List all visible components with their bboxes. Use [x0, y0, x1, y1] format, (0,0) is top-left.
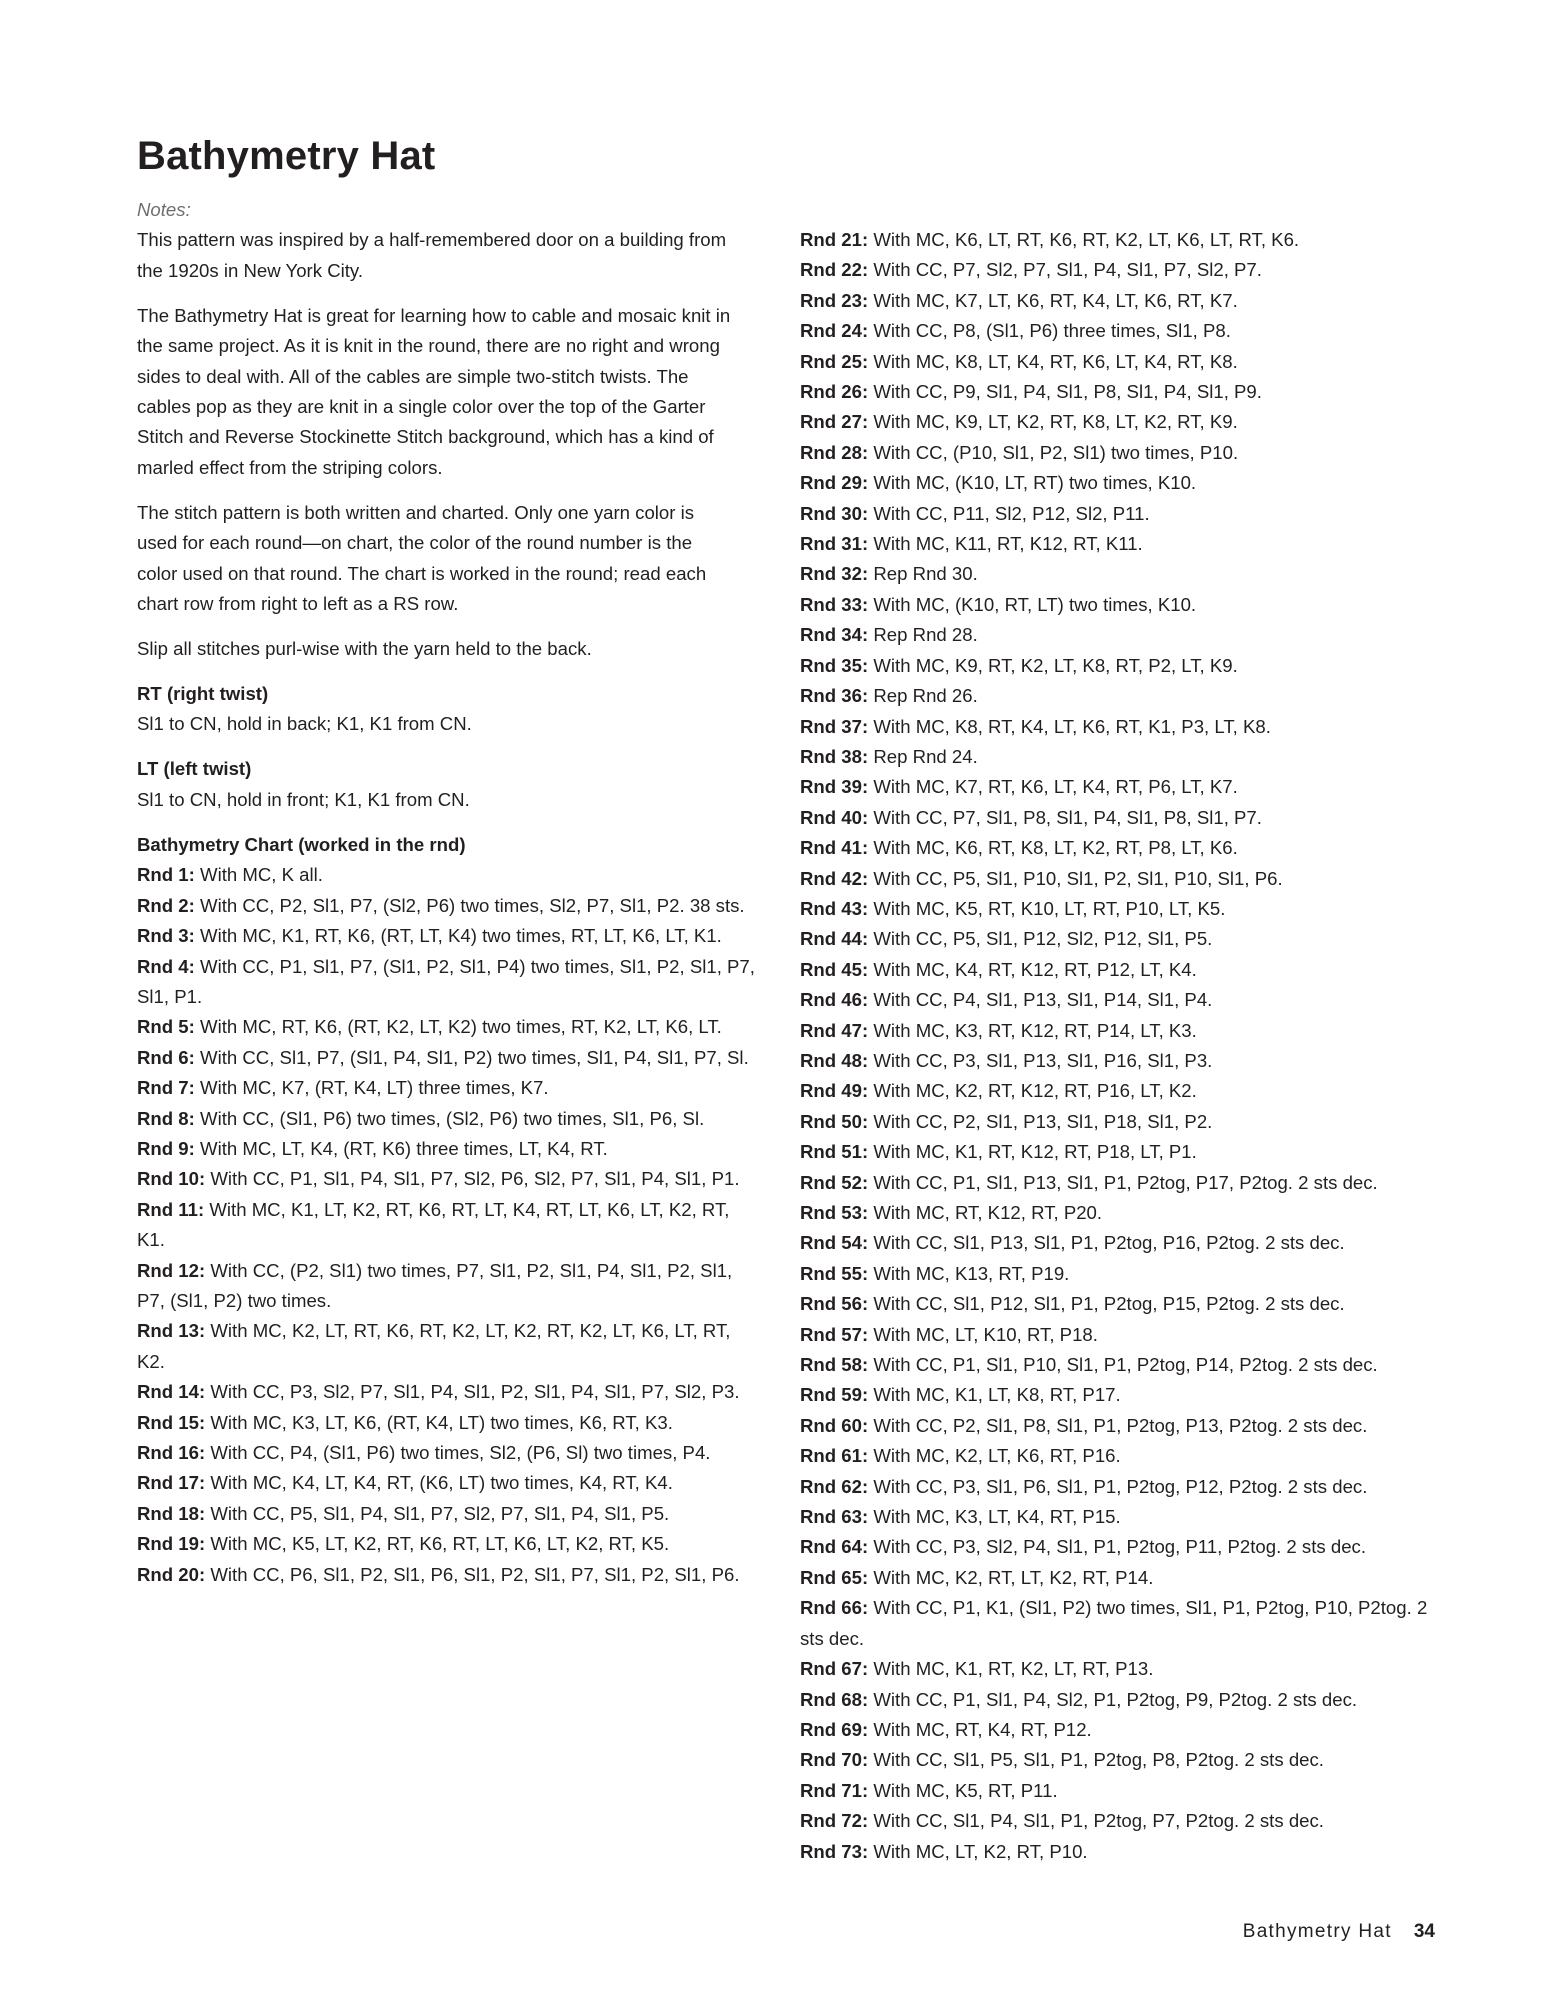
notes-paragraph: This pattern was inspired by a half-remembered door on a building from the 1920s in New York City.: [137, 229, 727, 281]
notes-paragraph: The Bathymetry Hat is great for learning how to cable and mosaic knit in the same project. As it is knit in the round, there are no right and wrong sides to deal with. All of the cables are simple two-stitch twists. The cables pop as they are knit in a single color over the top of the Garter Stitch and Reverse Stockinette Stitch background, which has a kind of marled effect from the striping colors.: [137, 304, 731, 478]
round-instruction: [137, 1164, 762, 1194]
round-text: With CC, P3, Sl1, P6, Sl1, P1, P2tog, P12, P2tog. 2 sts dec.: [873, 1475, 1368, 1497]
round-label: Rnd 6:: [137, 1046, 195, 1068]
round-instruction: [800, 1685, 1440, 1715]
round-instruction: [800, 1350, 1440, 1380]
round-label: Rnd 56:: [800, 1293, 869, 1315]
round-instruction: [137, 1043, 762, 1073]
round-label: Rnd 62:: [800, 1475, 869, 1497]
round-instruction: [800, 529, 1440, 559]
round-instruction: [800, 833, 1440, 863]
round-text: With MC, LT, K4, (RT, K6) three times, LT, K4, RT.: [200, 1137, 608, 1159]
round-instruction: [800, 1563, 1440, 1593]
round-text: With MC, K3, RT, K12, RT, P14, LT, K3.: [873, 1019, 1197, 1041]
round-instruction: [800, 1259, 1440, 1289]
abbreviation-term: LT (left twist): [137, 758, 252, 780]
round-text: With CC, P11, Sl2, P12, Sl2, P11.: [873, 502, 1150, 524]
round-label: Rnd 43:: [800, 897, 869, 919]
round-label: Rnd 51:: [800, 1141, 869, 1163]
round-label: Rnd 38:: [800, 745, 869, 767]
round-instruction: [800, 1411, 1440, 1441]
round-text: With MC, K2, RT, K12, RT, P16, LT, K2.: [873, 1080, 1197, 1102]
round-instruction: [800, 1806, 1440, 1836]
round-label: Rnd 20:: [137, 1563, 206, 1585]
round-instruction: [800, 1593, 1440, 1654]
abbreviation-definition: Sl1 to CN, hold in back; K1, K1 from CN.: [137, 713, 472, 735]
round-label: Rnd 2:: [137, 894, 195, 916]
round-label: Rnd 3:: [137, 925, 195, 947]
round-label: Rnd 41:: [800, 837, 869, 859]
round-text: With CC, P9, Sl1, P4, Sl1, P8, Sl1, P4, Sl1, P9.: [873, 381, 1262, 403]
round-instruction: [137, 1408, 762, 1438]
round-label: Rnd 60:: [800, 1414, 869, 1436]
round-instruction: [800, 1107, 1440, 1137]
round-instruction: [137, 1499, 762, 1529]
round-label: Rnd 54:: [800, 1232, 869, 1254]
round-text: With CC, Sl1, P4, Sl1, P1, P2tog, P7, P2tog. 2 sts dec.: [873, 1810, 1324, 1832]
round-label: Rnd 72:: [800, 1810, 869, 1832]
round-text: With MC, K all.: [200, 864, 323, 886]
round-instruction: [800, 377, 1440, 407]
round-label: Rnd 49:: [800, 1080, 869, 1102]
round-text: With MC, (K10, LT, RT) two times, K10.: [873, 472, 1197, 494]
round-label: Rnd 46:: [800, 989, 869, 1011]
round-instruction: [800, 316, 1440, 346]
round-text: Rep Rnd 26.: [873, 685, 978, 707]
round-label: Rnd 10:: [137, 1168, 206, 1190]
round-label: Rnd 1:: [137, 864, 195, 886]
left-column: [137, 195, 762, 1590]
round-instruction: [800, 1320, 1440, 1350]
round-label: Rnd 4:: [137, 955, 195, 977]
round-label: Rnd 36:: [800, 685, 869, 707]
round-instruction: [137, 1468, 762, 1498]
round-instruction: [800, 1715, 1440, 1745]
right-column: [800, 225, 1440, 1867]
round-text: With CC, P5, Sl1, P10, Sl1, P2, Sl1, P10, Sl1, P6.: [873, 867, 1283, 889]
round-label: Rnd 37:: [800, 715, 869, 737]
round-label: Rnd 66:: [800, 1597, 869, 1619]
round-instruction: [800, 438, 1440, 468]
round-text: With CC, P1, Sl1, P13, Sl1, P1, P2tog, P17, P2tog. 2 sts dec.: [873, 1171, 1378, 1193]
round-text: With MC, K4, RT, K12, RT, P12, LT, K4.: [873, 958, 1197, 980]
round-instruction: [800, 1380, 1440, 1410]
round-text: With MC, K3, LT, K4, RT, P15.: [873, 1506, 1121, 1528]
round-text: With CC, P7, Sl2, P7, Sl1, P4, Sl1, P7, Sl2, P7.: [873, 259, 1262, 281]
round-instruction: [800, 559, 1440, 589]
round-text: With CC, P2, Sl1, P13, Sl1, P18, Sl1, P2.: [873, 1110, 1213, 1132]
round-text: With MC, K2, LT, K6, RT, P16.: [873, 1445, 1121, 1467]
page-footer: [1195, 1917, 1435, 1947]
round-text: With CC, P1, Sl1, P10, Sl1, P1, P2tog, P14, P2tog. 2 sts dec.: [873, 1354, 1378, 1376]
round-label: Rnd 61:: [800, 1445, 869, 1467]
round-label: Rnd 19:: [137, 1533, 206, 1555]
round-instruction: [137, 1134, 762, 1164]
round-label: Rnd 39:: [800, 776, 869, 798]
round-text: With MC, K7, RT, K6, LT, K4, RT, P6, LT, K7.: [873, 776, 1238, 798]
round-label: Rnd 22:: [800, 259, 869, 281]
round-text: With MC, K9, RT, K2, LT, K8, RT, P2, LT, K9.: [873, 654, 1238, 676]
round-label: Rnd 65:: [800, 1566, 869, 1588]
rounds-list-left: [137, 860, 762, 1590]
round-text: With MC, K7, LT, K6, RT, K4, LT, K6, RT, K7.: [873, 289, 1238, 311]
round-label: Rnd 18:: [137, 1502, 206, 1524]
round-instruction: [800, 1776, 1440, 1806]
round-text: With MC, K5, RT, P11.: [873, 1779, 1058, 1801]
round-instruction: [800, 712, 1440, 742]
round-label: Rnd 40:: [800, 806, 869, 828]
round-label: Rnd 57:: [800, 1323, 869, 1345]
round-text: With CC, P1, K1, (Sl1, P2) two times, Sl1, P1, P2tog, P10, P2tog. 2 sts dec.: [800, 1597, 1428, 1649]
round-text: With CC, P5, Sl1, P12, Sl2, P12, Sl1, P5.: [873, 928, 1213, 950]
round-label: Rnd 7:: [137, 1077, 195, 1099]
round-label: Rnd 63:: [800, 1506, 869, 1528]
round-text: With CC, P1, Sl1, P7, (Sl1, P2, Sl1, P4) two times, Sl1, P2, Sl1, P7, Sl1, P1.: [137, 955, 755, 1007]
round-text: With MC, K1, RT, K12, RT, P18, LT, P1.: [873, 1141, 1197, 1163]
round-text: With MC, RT, K12, RT, P20.: [873, 1202, 1103, 1223]
round-text: With CC, P3, Sl2, P7, Sl1, P4, Sl1, P2, Sl1, P4, Sl1, P7, Sl2, P3.: [210, 1381, 740, 1403]
round-text: Rep Rnd 24.: [873, 745, 978, 767]
round-instruction: [137, 1104, 762, 1134]
round-text: With MC, K3, LT, K6, (RT, K4, LT) two times, K6, RT, K3.: [210, 1411, 673, 1433]
round-instruction: [137, 1377, 762, 1407]
round-label: Rnd 21:: [800, 229, 869, 250]
round-instruction: [800, 894, 1440, 924]
round-text: With CC, P4, (Sl1, P6) two times, Sl2, (P6, Sl) two times, P4.: [210, 1442, 711, 1463]
page-title: Bathymetry Hat: [137, 134, 436, 178]
round-instruction: [800, 1076, 1440, 1106]
round-text: With CC, Sl1, P7, (Sl1, P4, Sl1, P2) two times, Sl1, P4, Sl1, P7, Sl.: [200, 1046, 749, 1068]
round-label: Rnd 16:: [137, 1442, 206, 1463]
round-text: With MC, K8, LT, K4, RT, K6, LT, K4, RT, K8.: [873, 350, 1238, 372]
round-instruction: [800, 255, 1440, 285]
round-text: With MC, K6, LT, RT, K6, RT, K2, LT, K6, LT, RT, K6.: [873, 229, 1300, 250]
round-instruction: [137, 952, 762, 1013]
notes-paragraph: Slip all stitches purl-wise with the yarn held to the back.: [137, 638, 592, 660]
round-text: With MC, K9, LT, K2, RT, K8, LT, K2, RT, K9.: [873, 411, 1238, 433]
round-instruction: [800, 1228, 1440, 1258]
round-text: With MC, K5, LT, K2, RT, K6, RT, LT, K6, LT, K2, RT, K5.: [210, 1533, 670, 1555]
round-label: Rnd 11:: [137, 1198, 205, 1220]
round-instruction: [800, 864, 1440, 894]
round-text: With CC, (P2, Sl1) two times, P7, Sl1, P2, Sl1, P4, Sl1, P2, Sl1, P7, (Sl1, P2) two times.: [137, 1259, 733, 1311]
round-label: Rnd 13:: [137, 1320, 206, 1342]
round-text: With CC, P8, (Sl1, P6) three times, Sl1, P8.: [873, 320, 1231, 342]
round-text: With CC, (Sl1, P6) two times, (Sl2, P6) two times, Sl1, P6, Sl.: [200, 1107, 705, 1129]
round-text: With MC, RT, K6, (RT, K2, LT, K2) two times, RT, K2, LT, K6, LT.: [200, 1016, 722, 1038]
round-text: With CC, P3, Sl2, P4, Sl1, P1, P2tog, P11, P2tog. 2 sts dec.: [873, 1536, 1366, 1558]
round-text: With MC, RT, K4, RT, P12.: [873, 1718, 1092, 1740]
rounds-list-right: [800, 225, 1440, 1867]
round-label: Rnd 35:: [800, 654, 869, 676]
round-label: Rnd 70:: [800, 1749, 869, 1771]
round-instruction: [800, 772, 1440, 802]
round-text: With MC, (K10, RT, LT) two times, K10.: [873, 593, 1197, 615]
round-label: Rnd 44:: [800, 928, 869, 950]
round-text: With CC, P3, Sl1, P13, Sl1, P16, Sl1, P3.: [873, 1049, 1213, 1071]
round-text: With MC, K2, RT, LT, K2, RT, P14.: [873, 1566, 1154, 1588]
round-text: Rep Rnd 28.: [873, 624, 978, 646]
round-instruction: [800, 1654, 1440, 1684]
round-text: With CC, P1, Sl1, P4, Sl2, P1, P2tog, P9, P2tog. 2 sts dec.: [873, 1688, 1358, 1710]
round-label: Rnd 28:: [800, 441, 869, 463]
round-instruction: [137, 1438, 762, 1468]
round-label: Rnd 50:: [800, 1110, 869, 1132]
round-text: With MC, LT, K2, RT, P10.: [873, 1840, 1088, 1862]
round-label: Rnd 48:: [800, 1049, 869, 1071]
round-text: With MC, LT, K10, RT, P18.: [873, 1323, 1098, 1345]
round-label: Rnd 25:: [800, 350, 869, 372]
round-instruction: [800, 499, 1440, 529]
round-label: Rnd 31:: [800, 533, 869, 555]
round-instruction: [137, 1195, 762, 1256]
round-instruction: [800, 1502, 1440, 1532]
round-text: With MC, K1, LT, K2, RT, K6, RT, LT, K4, RT, LT, K6, LT, K2, RT, K1.: [137, 1198, 730, 1251]
round-instruction: [800, 924, 1440, 954]
round-text: With MC, K1, LT, K8, RT, P17.: [873, 1384, 1121, 1406]
page-number: 34: [1413, 1921, 1435, 1942]
round-text: With CC, P7, Sl1, P8, Sl1, P4, Sl1, P8, Sl1, P7.: [873, 806, 1262, 828]
round-label: Rnd 69:: [800, 1718, 869, 1740]
round-instruction: [137, 1073, 762, 1103]
round-text: With MC, K5, RT, K10, LT, RT, P10, LT, K5.: [873, 897, 1226, 919]
round-label: Rnd 29:: [800, 472, 869, 494]
round-text: With MC, K1, RT, K6, (RT, LT, K4) two times, RT, LT, K6, LT, K1.: [200, 925, 722, 947]
round-label: Rnd 58:: [800, 1354, 869, 1376]
round-instruction: [137, 1560, 762, 1590]
round-instruction: [800, 803, 1440, 833]
round-text: With CC, P5, Sl1, P4, Sl1, P7, Sl2, P7, Sl1, P4, Sl1, P5.: [210, 1502, 670, 1524]
round-instruction: [800, 347, 1440, 377]
abbreviation-term: RT (right twist): [137, 683, 269, 705]
round-label: Rnd 33:: [800, 593, 869, 615]
round-label: Rnd 12:: [137, 1259, 206, 1281]
round-instruction: [137, 860, 762, 890]
round-label: Rnd 71:: [800, 1779, 869, 1801]
round-label: Rnd 23:: [800, 289, 869, 311]
round-text: With CC, P4, Sl1, P13, Sl1, P14, Sl1, P4.: [873, 989, 1213, 1011]
round-label: Rnd 26:: [800, 381, 869, 403]
round-instruction: [137, 1012, 762, 1042]
round-label: Rnd 45:: [800, 958, 869, 980]
notes-label: Notes:: [137, 199, 191, 220]
round-text: Rep Rnd 30.: [873, 563, 978, 585]
round-instruction: [800, 1289, 1440, 1319]
round-instruction: [137, 1256, 762, 1317]
round-instruction: [800, 620, 1440, 650]
round-instruction: [800, 742, 1440, 772]
round-text: With CC, P2, Sl1, P7, (Sl2, P6) two times, Sl2, P7, Sl1, P2. 38 sts.: [200, 894, 745, 916]
round-instruction: [800, 590, 1440, 620]
round-label: Rnd 5:: [137, 1016, 195, 1038]
round-instruction: [800, 1168, 1440, 1198]
round-text: With CC, Sl1, P5, Sl1, P1, P2tog, P8, P2tog. 2 sts dec.: [873, 1749, 1324, 1771]
round-instruction: [800, 407, 1440, 437]
round-label: Rnd 55:: [800, 1262, 869, 1284]
round-label: Rnd 53:: [800, 1202, 869, 1223]
round-instruction: [800, 1472, 1440, 1502]
round-instruction: [800, 1532, 1440, 1562]
round-instruction: [800, 1137, 1440, 1167]
round-text: With CC, P1, Sl1, P4, Sl1, P7, Sl2, P6, Sl2, P7, Sl1, P4, Sl1, P1.: [210, 1168, 740, 1190]
round-label: Rnd 68:: [800, 1688, 869, 1710]
round-label: Rnd 8:: [137, 1107, 195, 1129]
round-text: With MC, K6, RT, K8, LT, K2, RT, P8, LT, K6.: [873, 837, 1238, 859]
round-instruction: [800, 286, 1440, 316]
round-instruction: [800, 1745, 1440, 1775]
round-instruction: [800, 1837, 1440, 1867]
round-instruction: [800, 651, 1440, 681]
round-label: Rnd 64:: [800, 1536, 869, 1558]
round-instruction: [137, 1316, 762, 1377]
round-label: Rnd 34:: [800, 624, 869, 646]
round-label: Rnd 14:: [137, 1381, 206, 1403]
round-text: With CC, Sl1, P13, Sl1, P1, P2tog, P16, P2tog. 2 sts dec.: [873, 1232, 1345, 1254]
round-instruction: [137, 891, 762, 921]
footer-title: Bathymetry Hat: [1242, 1921, 1392, 1942]
round-label: Rnd 15:: [137, 1411, 206, 1433]
round-text: With MC, K1, RT, K2, LT, RT, P13.: [873, 1658, 1154, 1680]
round-label: Rnd 17:: [137, 1472, 206, 1494]
round-label: Rnd 32:: [800, 563, 869, 585]
abbreviation-definition: Sl1 to CN, hold in front; K1, K1 from CN.: [137, 788, 470, 810]
notes-paragraph: The stitch pattern is both written and charted. Only one yarn color is used for each round—on chart, the color of the round number is the color used on that round. The chart is worked in the round; read each chart row from right to left as a RS row.: [137, 501, 707, 615]
round-text: With CC, Sl1, P12, Sl1, P1, P2tog, P15, P2tog. 2 sts dec.: [873, 1293, 1345, 1315]
round-instruction: [800, 1198, 1440, 1228]
round-instruction: [800, 681, 1440, 711]
round-label: Rnd 47:: [800, 1019, 869, 1041]
round-label: Rnd 24:: [800, 320, 869, 342]
round-text: With CC, (P10, Sl1, P2, Sl1) two times, P10.: [873, 441, 1239, 463]
round-text: With MC, K7, (RT, K4, LT) three times, K7.: [200, 1077, 549, 1099]
round-text: With MC, K11, RT, K12, RT, K11.: [873, 533, 1143, 555]
round-label: Rnd 59:: [800, 1384, 869, 1406]
round-label: Rnd 52:: [800, 1171, 869, 1193]
round-instruction: [137, 1529, 762, 1559]
round-instruction: [800, 1441, 1440, 1471]
round-text: With MC, K2, LT, RT, K6, RT, K2, LT, K2, RT, K2, LT, K6, LT, RT, K2.: [137, 1320, 731, 1372]
round-label: Rnd 27:: [800, 411, 869, 433]
round-label: Rnd 9:: [137, 1137, 195, 1159]
round-text: With CC, P2, Sl1, P8, Sl1, P1, P2tog, P13, P2tog. 2 sts dec.: [873, 1414, 1368, 1436]
round-text: With MC, K13, RT, P19.: [873, 1262, 1070, 1284]
round-label: Rnd 30:: [800, 502, 869, 524]
round-label: Rnd 42:: [800, 867, 869, 889]
round-label: Rnd 67:: [800, 1658, 869, 1680]
round-instruction: [137, 921, 762, 951]
round-text: With MC, K4, LT, K4, RT, (K6, LT) two times, K4, RT, K4.: [210, 1472, 673, 1494]
round-instruction: [800, 1046, 1440, 1076]
round-label: Rnd 73:: [800, 1840, 869, 1862]
chart-heading: Bathymetry Chart (worked in the rnd): [137, 833, 466, 855]
round-text: With MC, K8, RT, K4, LT, K6, RT, K1, P3, LT, K8.: [873, 715, 1271, 737]
round-text: With CC, P6, Sl1, P2, Sl1, P6, Sl1, P2, Sl1, P7, Sl1, P2, Sl1, P6.: [210, 1563, 740, 1585]
round-instruction: [800, 1016, 1440, 1046]
round-instruction: [800, 985, 1440, 1015]
round-instruction: [800, 468, 1440, 498]
round-instruction: [800, 225, 1440, 255]
round-instruction: [800, 955, 1440, 985]
